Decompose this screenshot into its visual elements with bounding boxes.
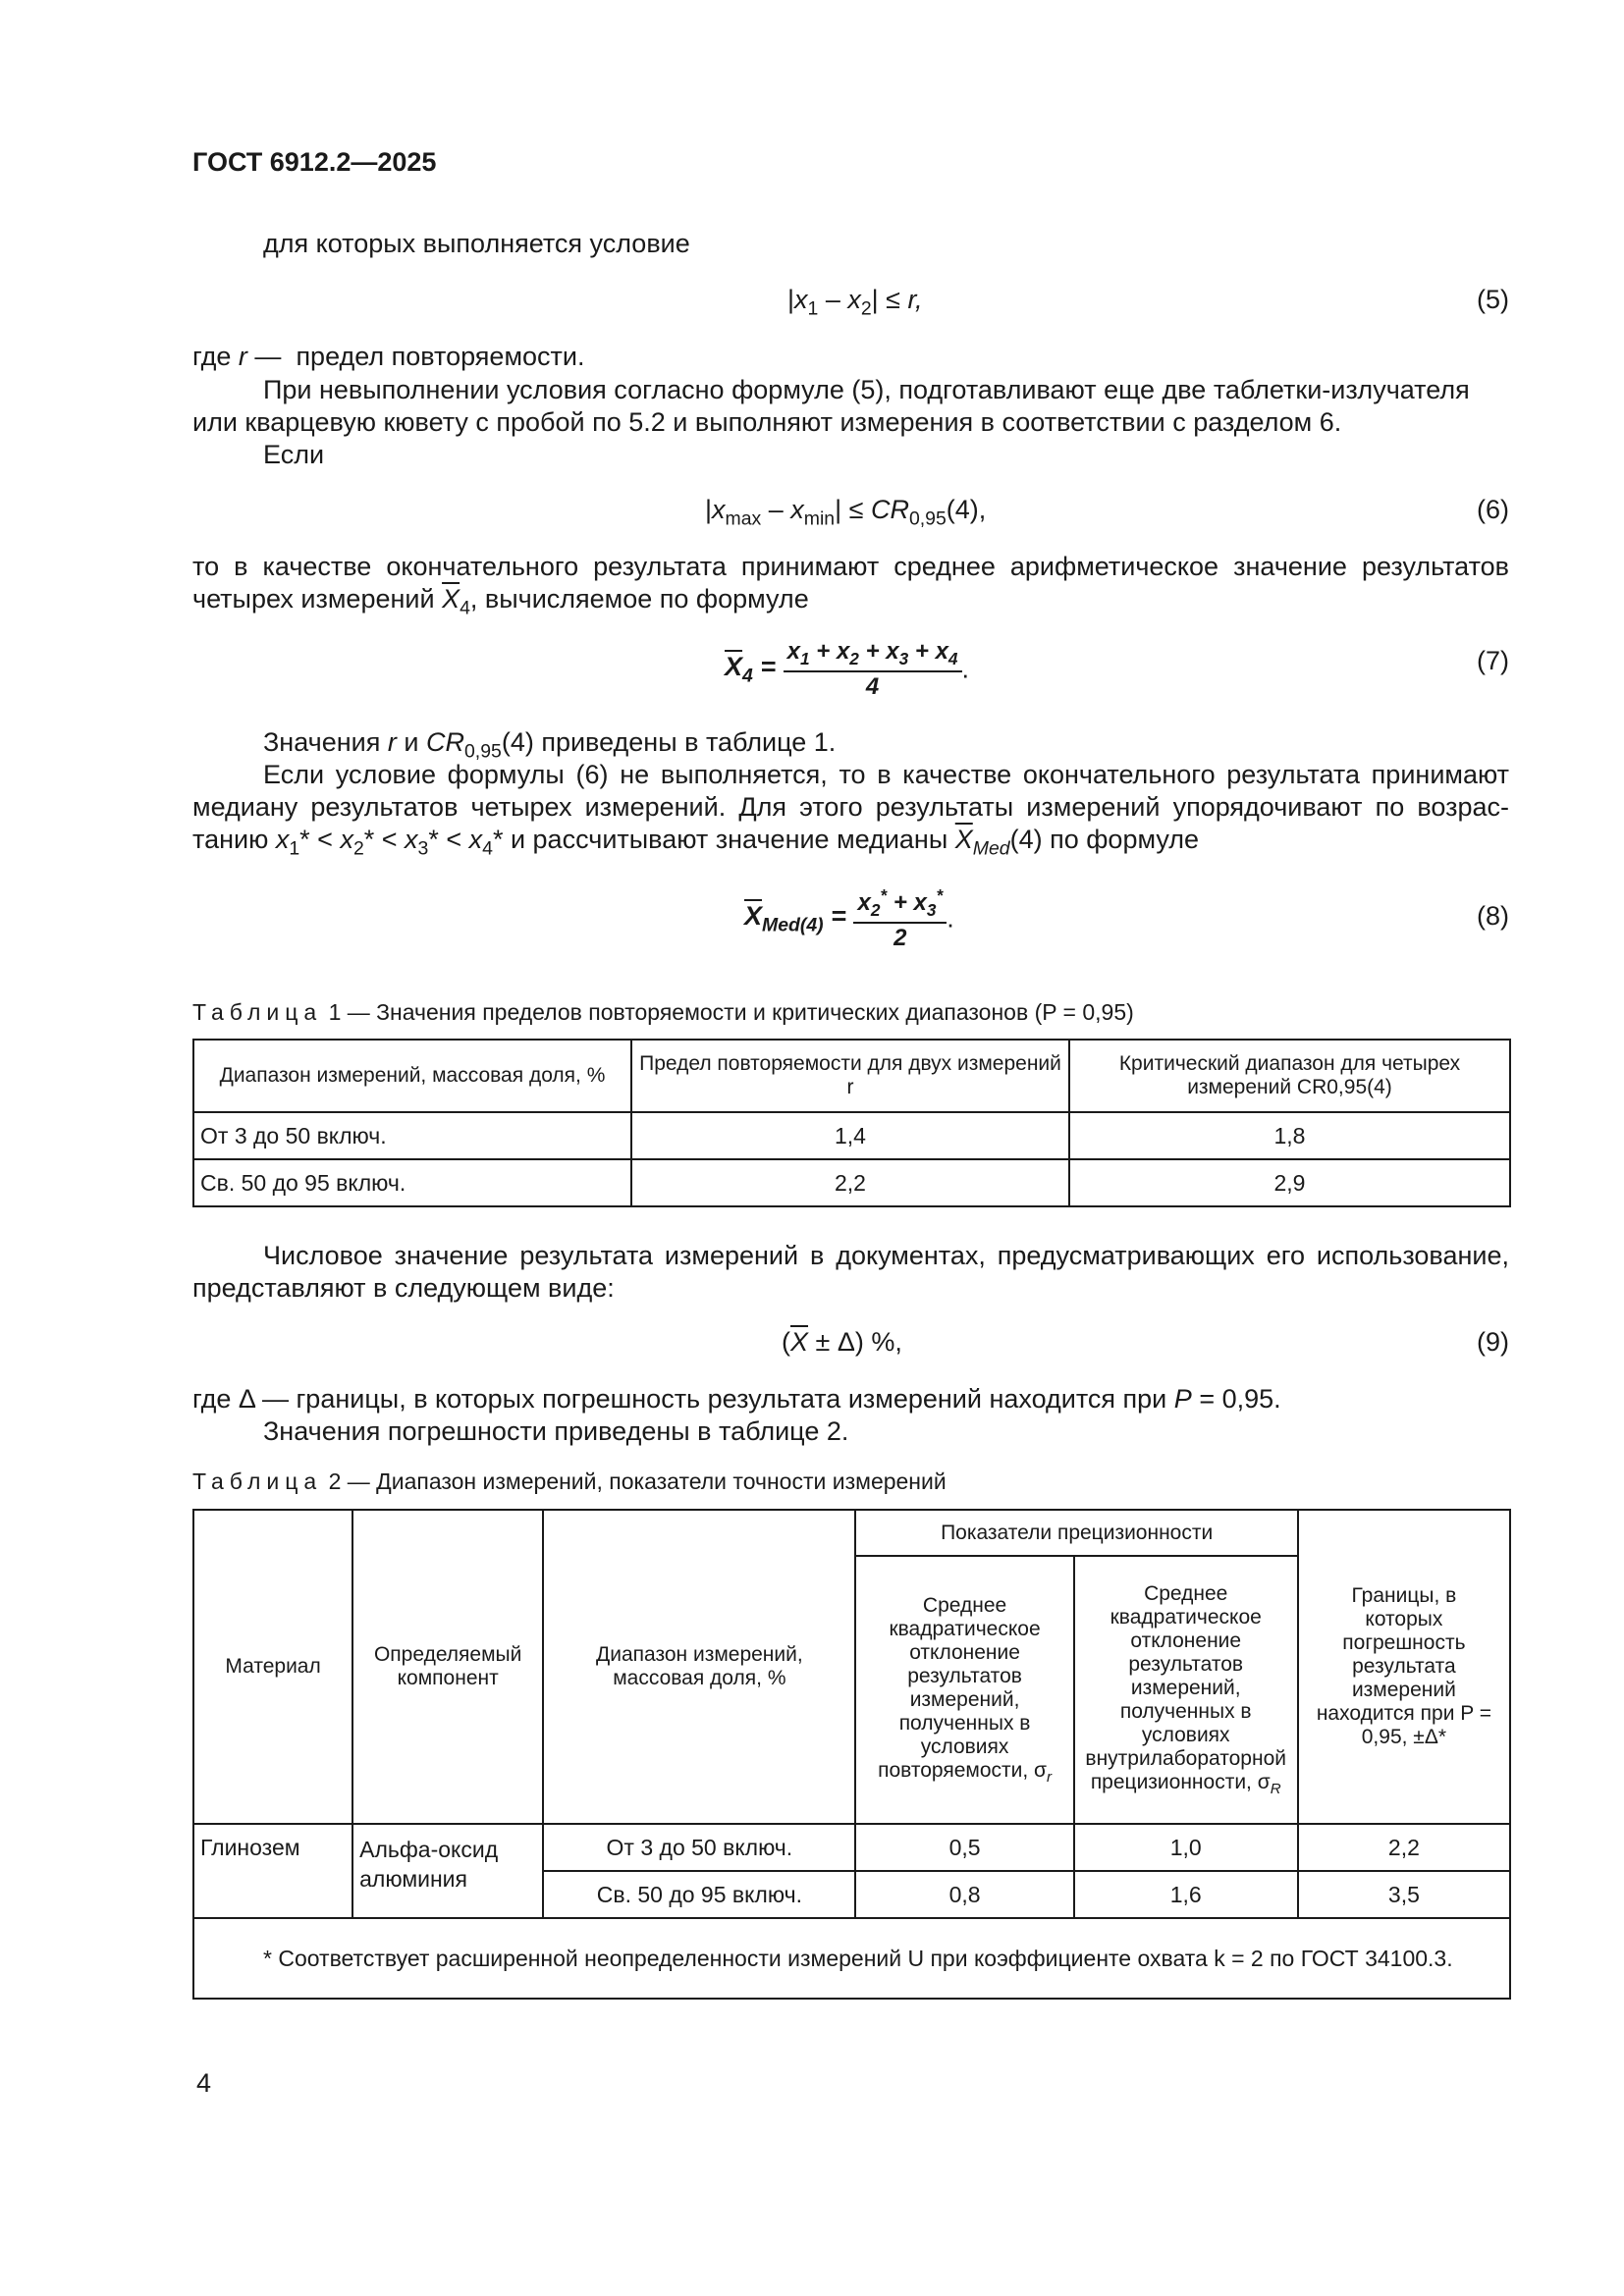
paragraph-mean-line1: то в качестве окончательного результата принимают среднее арифметическое значение результатов [192,552,1509,581]
formula-9: $(\overline{X} \pm \Delta)$ %, [782,1327,902,1357]
sigma-r-text: Среднее квадратическое отклонение результатов измерений, полученных в условиях повторяемости, σ [878,1593,1047,1782]
paragraph-numeric-line1: Числовое значение результата измерений в документах, предусматривающих его использование, [263,1241,1509,1270]
table1-cell: 1,4 [631,1112,1069,1159]
paragraph-condition-intro: для которых выполняется условие [263,229,690,258]
table1-cell: 2,9 [1069,1159,1510,1206]
table2-cell: От 3 до 50 включ. [543,1824,855,1871]
table-row [193,1112,1510,1159]
table2-cell: 0,8 [855,1871,1073,1918]
table-row [193,1159,1510,1206]
table1-caption-label: Таблица [192,999,323,1025]
table2-footnote-row [193,1918,1510,1999]
table2-cell: 1,0 [1074,1824,1298,1871]
equation-number-6: (6) [1477,495,1509,524]
paragraph-failure-line1: При невыполнении условия согласно формуле (5), подготавливают еще две таблетки-излучателя [263,375,1470,404]
table2-cell: 1,6 [1074,1871,1298,1918]
delta-pre: где Δ — границы, в которых погрешность результата измерений находится при [192,1384,1167,1414]
table2-cell-component: Альфа-оксид алюминия [352,1824,543,1918]
table2 [192,1509,1511,2000]
table1-header-range: Диапазон измерений, массовая доля, % [193,1040,631,1112]
paragraph-if: Если [263,440,325,469]
table-row [193,1824,1510,1871]
equation-number-8: (8) [1477,901,1509,931]
formula-5: $|x_1 - x_2| \le r$, [787,285,923,320]
table2-cell: 2,2 [1298,1824,1510,1871]
table2-caption [192,1468,947,1495]
paragraph-median-line2: медиану результатов четырех измерений. Для этого результаты измерений упорядочивают по возрас- [192,792,1509,822]
table2-header-row-1 [193,1510,1510,1556]
table2-footnote: * Соответствует расширенной неопределенности измерений U при коэффициенте охвата k = 2 по ГОСТ 34100.3. [193,1918,1510,1999]
values-ref-post: (4) приведены в таблице 1. [501,727,837,757]
paragraph-mean-line2: четырех измерений $\overline{X}_4$, вычисляемое по формуле [192,584,809,619]
formula-7: $\overline{X}_4$ = $\frac{x_1 + x_2 + x_3 + x_4}{4}$ . [725,638,970,700]
table2-header-component: Определяемый компонент [352,1510,543,1824]
paragraph-values-table2: Значения погрешности приведены в таблице 2. [263,1416,849,1446]
equation-number-9: (9) [1477,1327,1509,1357]
table2-cell: 3,5 [1298,1871,1510,1918]
mean-line2-post: , вычисляемое по формуле [469,584,809,614]
paragraph-median-line1: Если условие формулы (6) не выполняется, то в качестве окончательного результата принимают [263,760,1509,789]
table2-cell: Св. 50 до 95 включ. [543,1871,855,1918]
table2-cell-material: Глинозем [193,1824,352,1918]
table2-header-sigma-R: Среднее квадратическое отклонение результатов измерений, полученных в условиях внутрилабораторной прецизионности, $\sigma_R$ [1074,1556,1298,1824]
table2-header-delta: Границы, в которых погрешность результата измерений находится при P = 0,95, ±Δ* [1298,1510,1510,1824]
table1-cell: От 3 до 50 включ. [193,1112,631,1159]
paragraph-where-r: где r — предел повторяемости. [192,342,585,371]
formula-8: $\overline{X}_{Med(4)}$ = $\frac{x_2^* + x_3^*}{2}$ . [744,885,954,951]
table2-header-precision-group: Показатели прецизионности [855,1510,1297,1556]
table2-caption-label: Таблица [192,1468,323,1494]
paragraph-numeric-line2: представляют в следующем виде: [192,1273,615,1303]
table1-header-critical: Критический диапазон для четырех измерений CR0,95(4) [1069,1040,1510,1112]
sigma-R-text: Среднее квадратическое отклонение результатов измерений, полученных в условиях внутрилабораторной прецизионности, σ [1085,1581,1286,1793]
table1-header-limit: Предел повторяемости для двух измерений r [631,1040,1069,1112]
paragraph-failure-line2: или кварцевую кювету с пробой по 5.2 и выполняют измерения в соответствии с разделом 6. [192,407,1342,437]
table1-cell: 1,8 [1069,1112,1510,1159]
table2-header-range: Диапазон измерений, массовая доля, % [543,1510,855,1824]
delta-post: = 0,95. [1199,1384,1281,1414]
where-r-text: предел повторяемости. [296,342,585,371]
paragraph-median-line3: танию $x_1* < x_2* < x_3* < x_4*$ и рассчитывают значение медианы $\overline{X}_{Med}(4)$ по формуле [192,825,1200,860]
table1-caption-text: 1 — Значения пределов повторяемости и критических диапазонов (P = 0,95) [328,999,1134,1025]
paragraph-values-ref: Значения r и $CR_{0,95}(4)$ приведены в таблице 1. [263,727,837,763]
table1 [192,1039,1511,1207]
page-number: 4 [196,2068,212,2098]
table1-cell: 2,2 [631,1159,1069,1206]
values-ref-mid: и [404,727,419,757]
median-line3-post: (4) по формуле [1009,825,1200,854]
values-ref-pre: Значения [263,727,381,757]
mean-line2-pre: четырех измерений [192,584,435,614]
table2-header-sigma-r: Среднее квадратическое отклонение результатов измерений, полученных в условиях повторяемости, $\sigma_r$ [855,1556,1073,1824]
table2-header-material: Материал [193,1510,352,1824]
table2-caption-text: 2 — Диапазон измерений, показатели точности измерений [328,1468,947,1494]
paragraph-delta: где Δ — границы, в которых погрешность результата измерений находится при P = 0,95. [192,1384,1281,1414]
table2-cell: 0,5 [855,1824,1073,1871]
median-line3-mid: и рассчитывают значение медианы [510,825,948,854]
formula-6: $|x_{max} - x_{min}| \le CR_{0,95}(4)$, [705,495,987,530]
table1-caption [192,999,1134,1026]
table1-cell: Св. 50 до 95 включ. [193,1159,631,1206]
equation-number-5: (5) [1477,285,1509,314]
document-header: ГОСТ 6912.2—2025 [192,147,437,177]
table1-header-row [193,1040,1510,1112]
median-line3-pre: танию [192,825,269,854]
equation-number-7: (7) [1477,646,1509,675]
